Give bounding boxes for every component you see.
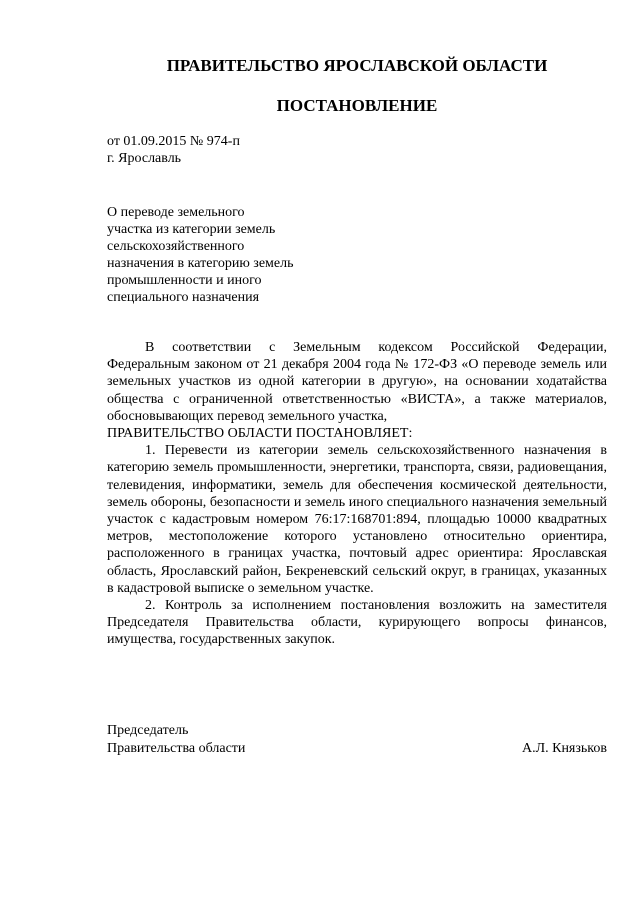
government-title: ПРАВИТЕЛЬСТВО ЯРОСЛАВСКОЙ ОБЛАСТИ <box>166 56 548 75</box>
item-2-paragraph: 2. Контроль за исполнением постановления возложить на заместителя Председателя Правительства области, курирующего вопросы финансов, имущества, государственных закупок. <box>107 598 607 648</box>
item-1-paragraph: 1. Перевести из категории земель сельскохозяйственного назначения в категорию земель промышленности, энергетики, транспорта, связи, радиовещания, телевидения, информатики, земель для обеспечения космической деятельности, земель обороны, безопасности и земель иного специального назначения земельный участок с кадастровым номером 76:17:168701:894, площадью 10000 квадратных метров, местоположение которого установлено относительно ориентира, расположенного в границах участка, почтовый адрес ориентира: Ярославская область, Ярославский район, Бекреневский сельский округ, в границах, указанных в кадастровой выписке о земельном участке. <box>107 443 607 596</box>
document-city: г. Ярославль <box>107 151 182 166</box>
document-subject <box>107 204 347 306</box>
subject-line: специального назначения <box>107 290 260 305</box>
document-body <box>107 339 607 649</box>
subject-line: участка из категории земель <box>107 222 276 237</box>
document-type-title: ПОСТАНОВЛЕНИЕ <box>276 96 438 115</box>
position-line-1: Председатель <box>107 723 189 738</box>
resolution-line: ПРАВИТЕЛЬСТВО ОБЛАСТИ ПОСТАНОВЛЯЕТ: <box>107 426 413 442</box>
subject-line: О переводе земельного <box>107 205 245 220</box>
position-line-2: Правительства области <box>107 741 246 756</box>
signatory-name: А.Л. Князьков <box>522 741 607 756</box>
signatory-position <box>107 722 245 758</box>
document-date-number: от 01.09.2015 № 974-п <box>107 134 240 149</box>
preamble-paragraph: В соответствии с Земельным кодексом Российской Федерации, Федеральным законом от 21 декабря 2004 года № 172-ФЗ «О переводе земель или земельных участков из одной категории в другую», на основании ходатайства общества с ограниченной ответственностью «ВИСТА», а также материалов, обосновывающих перевод земельного участка, <box>107 340 607 424</box>
subject-line: промышленности и иного <box>107 273 262 288</box>
subject-line: сельскохозяйственного <box>107 239 245 254</box>
subject-line: назначения в категорию земель <box>107 256 294 271</box>
